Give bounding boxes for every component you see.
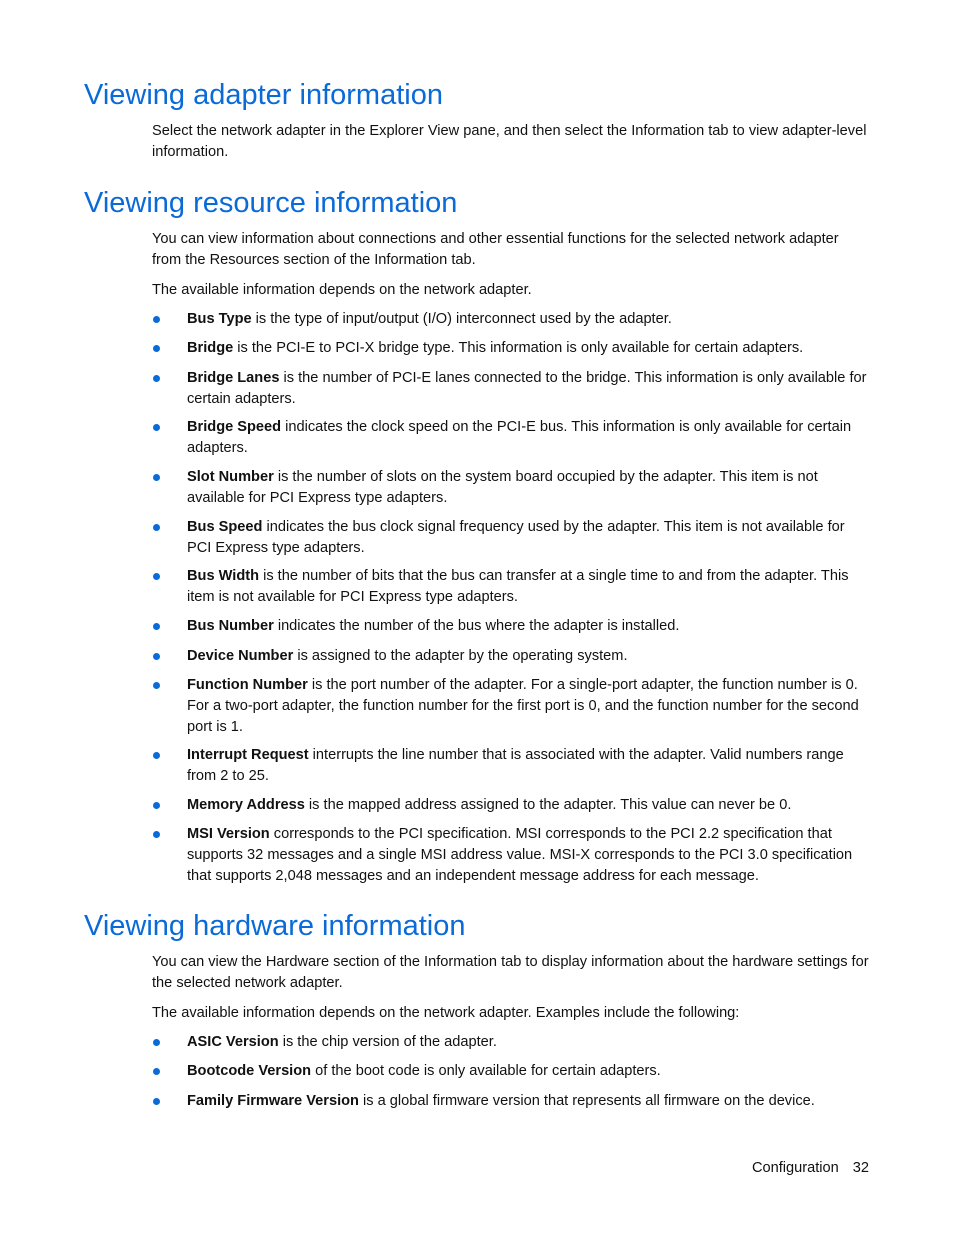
page-number: 32: [852, 1160, 869, 1176]
list-item-description: is the mapped address assigned to the adapter. This value can never be 0.: [304, 797, 792, 813]
paragraph: You can view information about connections and other essential functions for the selected network adapter from the Resources section of the Information tab.: [152, 231, 839, 268]
bullet-icon: [153, 682, 160, 689]
list-item-description: interrupts the line number that is associated with the adapter. Valid numbers range from 2 to 25.: [187, 747, 844, 784]
list-item-text: [187, 646, 870, 667]
list-item-description: is the number of PCI-E lanes connected to the bridge. This information is only available for certain adapters.: [187, 370, 867, 407]
bullet-icon: [153, 424, 160, 431]
bullet-icon: [153, 831, 160, 838]
list-item-description: indicates the bus clock signal frequency used by the adapter. This item is not available for PCI Express type adapters.: [187, 519, 845, 556]
list-item-term: MSI Version: [187, 826, 270, 842]
list-item-term: Memory Address: [187, 797, 305, 813]
bullet-icon: [153, 752, 160, 759]
list-item-text: [187, 1091, 870, 1112]
list-item-description: is assigned to the adapter by the operating system.: [293, 648, 628, 664]
heading-hardware-information: Viewing hardware information: [84, 910, 466, 942]
bullet-icon: [153, 316, 160, 323]
list-item-description: is the number of slots on the system board occupied by the adapter. This item is not available for PCI Express type adapters.: [187, 469, 818, 506]
list-item-text: [187, 566, 870, 608]
list-item-description: is a global firmware version that represents all firmware on the device.: [358, 1093, 815, 1109]
list-item-description: is the port number of the adapter. For a single-port adapter, the function number is 0. For a two-port adapter, the function number for the first port is 0, and the function number for the second port is 1.: [187, 677, 859, 735]
list-item-text: [187, 745, 870, 787]
paragraph: The available information depends on the network adapter. Examples include the following:: [152, 1005, 740, 1021]
list-item-text: [187, 616, 870, 637]
list-item-description: of the boot code is only available for certain adapters.: [311, 1063, 661, 1079]
list-item-description: indicates the number of the bus where the adapter is installed.: [273, 618, 680, 634]
list-item-term: Family Firmware Version: [187, 1093, 359, 1109]
list-item-term: Device Number: [187, 648, 294, 664]
page-footer: [752, 1158, 869, 1178]
list-item-term: Bus Speed: [187, 519, 263, 535]
bullet-icon: [153, 375, 160, 382]
bullet-icon: [153, 802, 160, 809]
list-item-text: [187, 795, 870, 816]
list-item-text: [187, 1032, 870, 1053]
list-item-text: [187, 417, 870, 459]
paragraph: You can view the Hardware section of the Information tab to display information about the hardware settings for the selected network adapter.: [152, 954, 869, 991]
list-item-text: [187, 309, 870, 330]
list-item-term: Bus Type: [187, 311, 252, 327]
list-item-description: is the chip version of the adapter.: [278, 1034, 497, 1050]
list-item-term: Bridge Lanes: [187, 370, 280, 386]
list-item-term: Function Number: [187, 677, 308, 693]
bullet-icon: [153, 474, 160, 481]
list-item-description: is the number of bits that the bus can transfer at a single time to and from the adapter. This item is not available for PCI Express type adapters.: [187, 568, 849, 605]
bullet-icon: [153, 653, 160, 660]
list-item-term: Interrupt Request: [187, 747, 309, 763]
list-item-term: Bridge Speed: [187, 419, 282, 435]
list-item-term: Bridge: [187, 340, 234, 356]
paragraph: Select the network adapter in the Explorer View pane, and then select the Information tab to view adapter-level information.: [152, 123, 867, 160]
list-item-text: [187, 368, 870, 410]
list-item-term: Bus Number: [187, 618, 274, 634]
list-item-text: [187, 517, 870, 559]
list-item-text: [187, 675, 870, 737]
list-item-text: [187, 467, 870, 509]
heading-resource-information: Viewing resource information: [84, 187, 458, 219]
bullet-icon: [153, 345, 160, 352]
list-item-term: ASIC Version: [187, 1034, 279, 1050]
heading-adapter-information: Viewing adapter information: [84, 79, 443, 111]
bullet-icon: [153, 623, 160, 630]
bullet-icon: [153, 1098, 160, 1105]
list-item-description: corresponds to the PCI specification. MSI corresponds to the PCI 2.2 specification that supports 32 messages and a single MSI address value. MSI-X corresponds to the PCI 3.0 specification that supports 2,048 messages and an independent message address for each message.: [187, 826, 853, 884]
list-item-text: [187, 338, 870, 359]
bullet-icon: [153, 524, 160, 531]
footer-section-name: Configuration: [751, 1160, 839, 1176]
list-item-description: is the PCI-E to PCI-X bridge type. This information is only available for certain adapters.: [233, 340, 804, 356]
bullet-icon: [153, 1039, 160, 1046]
list-item-description: indicates the clock speed on the PCI-E bus. This information is only available for certain adapters.: [187, 419, 852, 456]
list-item-description: is the type of input/output (I/O) interconnect used by the adapter.: [251, 311, 672, 327]
paragraph: The available information depends on the network adapter.: [152, 282, 532, 298]
list-item-text: [187, 824, 870, 886]
list-item-text: [187, 1061, 870, 1082]
bullet-icon: [153, 1068, 160, 1075]
list-item-term: Slot Number: [187, 469, 274, 485]
list-item-term: Bus Width: [187, 568, 260, 584]
bullet-icon: [153, 573, 160, 580]
list-item-term: Bootcode Version: [187, 1063, 312, 1079]
